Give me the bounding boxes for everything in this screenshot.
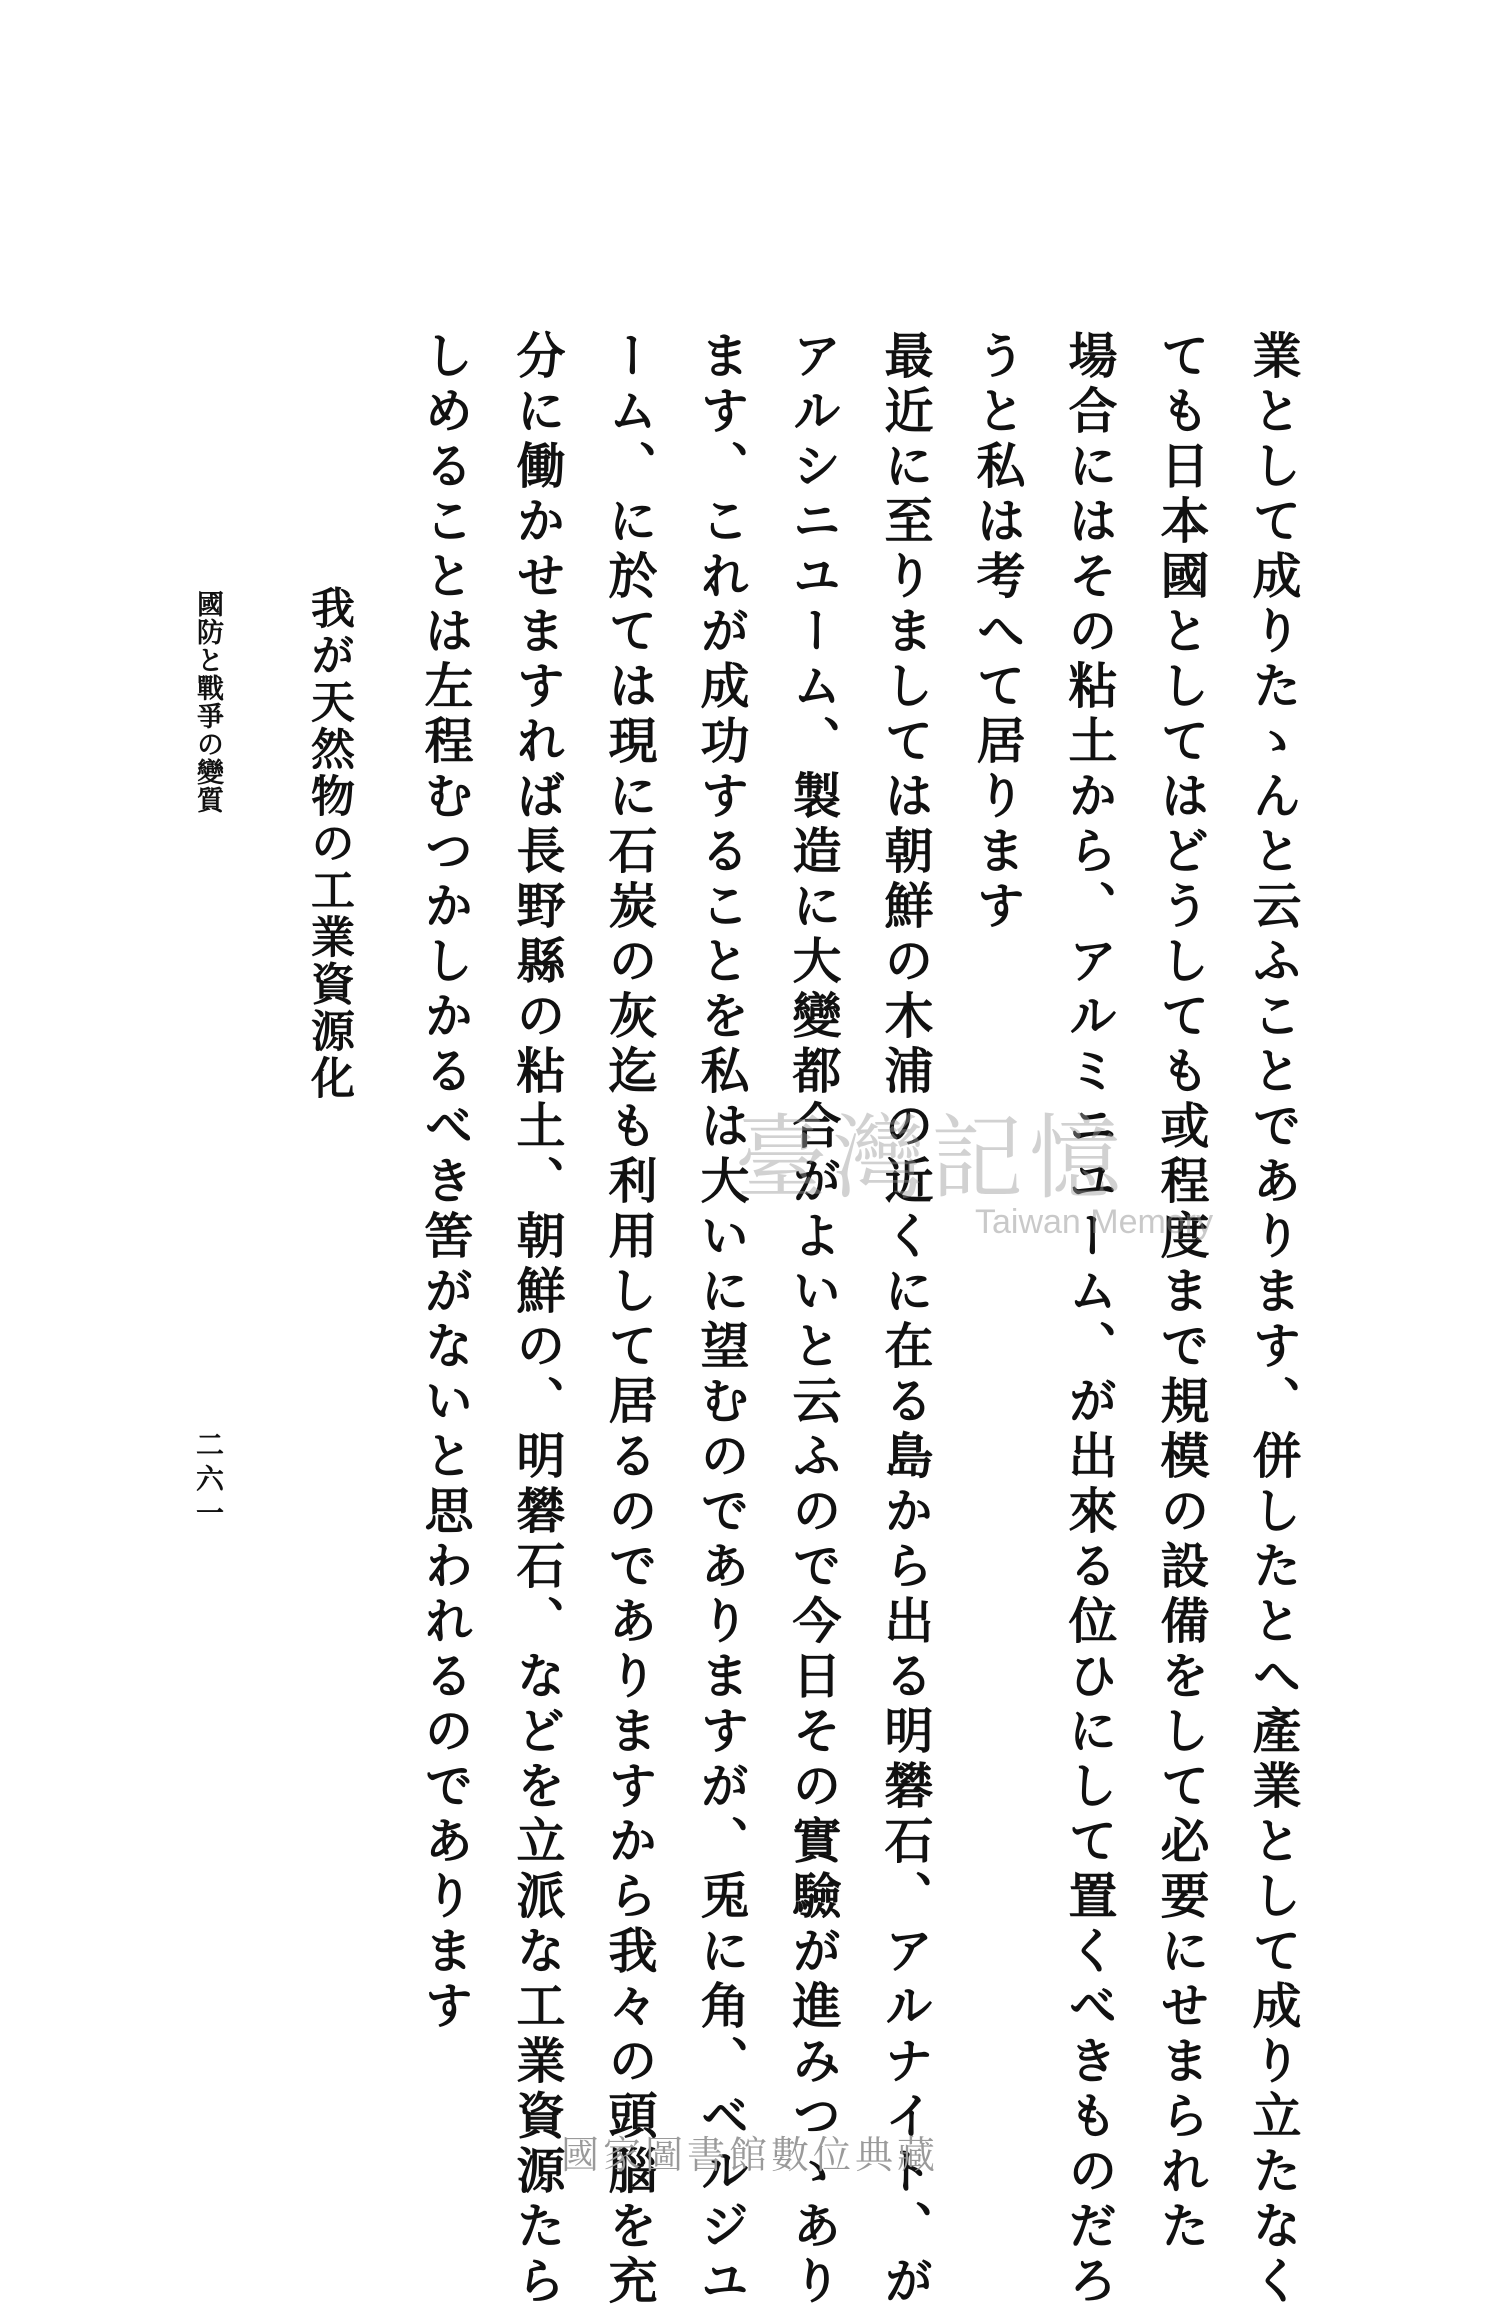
body-line: 最近に至りましては朝鮮の木浦の近くに在る島から出る明礬石、アルナイト、が	[877, 330, 935, 2310]
body-line: うと私は考へて居ります	[969, 330, 1027, 935]
body-line: 分に働かせますれば長野縣の粘土、朝鮮の、明礬石、などを立派な工業資源たら	[509, 330, 567, 2310]
body-line: ても日本國としてはどうしても或程度まで規模の設備をして必要にせまられた	[1153, 330, 1211, 2255]
body-line: アルシニユーム、製造に大變都合がよいと云ふので今日その實驗が進みつゝあり	[785, 330, 843, 2310]
body-line: ーム、に於ては現に石炭の灰迄も利用して居るのでありますから我々の頭腦を充	[601, 330, 659, 2310]
watermark-title: 臺灣記憶	[735, 1105, 1128, 1212]
body-line: ます、これが成功することを私は大いに望むのでありますが、兎に角、ベルジユ	[693, 330, 751, 2310]
section-heading: 我が天然物の工業資源化	[303, 585, 354, 1102]
running-head: 國防と戰爭の變質	[192, 590, 223, 814]
body-line: 場合にはその粘土から、アルミニユーム、が出來る位ひにして置くべきものだろ	[1061, 330, 1119, 2310]
watermark-subtitle: Taiwan Memory	[975, 1203, 1214, 1241]
page-number: 二六一	[192, 1430, 225, 1532]
footer-credit: 國家圖書館數位典藏	[560, 2133, 939, 2177]
body-line: 業として成りたゝんと云ふことであります、併したとへ產業として成り立たなく	[1245, 330, 1303, 2310]
body-line: しめることは左程むつかしかるべき筈がないと思われるのであります	[417, 330, 475, 2035]
